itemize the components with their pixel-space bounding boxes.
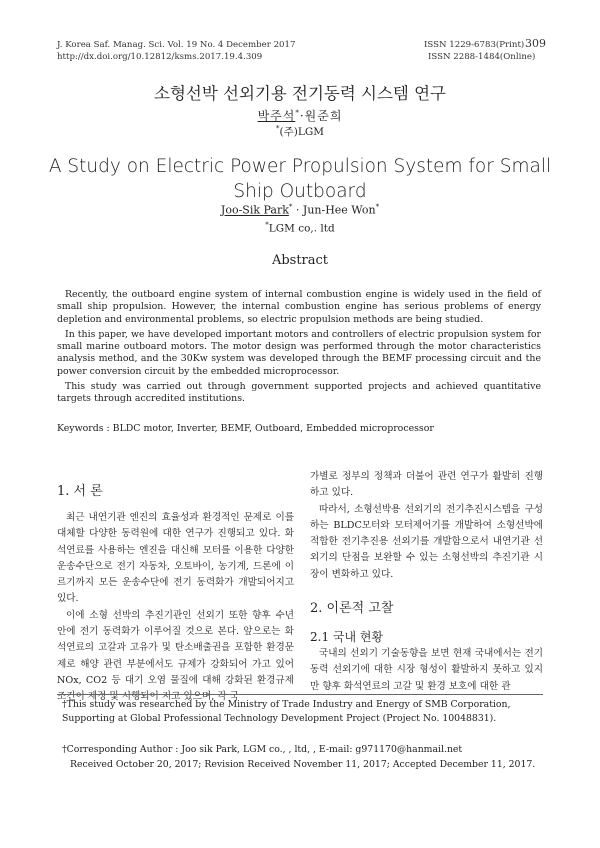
authors-korean [0,107,600,124]
affiliation-english-text: LGM co,. ltd [268,222,335,235]
affiliation-english [0,221,600,235]
section-heading-introduction: 1. 서 론 [57,484,103,499]
abstract-paragraph: In this paper, we have developed important motors and controllers of electric propulsion system for small marine outboard motors. The motor design was performed through the motor characteristics analysis method, and the 30Kw system was developed through the BEMF processing circuit and the power conversion circuit by the embedded microprocessor. [57,328,541,377]
author-separator: · [292,203,303,217]
author-mark: * [375,203,380,211]
body-paragraph: 국내의 선외기 기술동향을 보면 현재 국내에서는 전기 동력 선외기에 대한 시장 형성이 활발하지 못하고 있지만 향후 화석연료의 고갈 및 환경 보호에 대한 관 [310,648,543,692]
authors-english [0,203,600,217]
keywords: Keywords : BLDC motor, Inverter, BEMF, Outboard, Embedded microprocessor [57,423,434,434]
author-mark: * [288,203,293,211]
body-paragraph: 이에 소형 선박의 추진기관인 선외기 또한 향후 수년 안에 전기 동력화가 이루어질 것으로 본다. 앞으로는 화석연료의 고갈과 고유가 및 탄소배출권을 포함한 환경문제로 해양 관련 부분에서도 규제가 강화되어 가고 있어 NOx, CO2 등 대기 오염 물질에 대해 강화된 환경규제 조건이 제정 및 시행되어 지고 있으며, 각 국 [57,609,294,703]
abstract-heading: Abstract [271,253,329,268]
affiliation-korean-text: (주)LGM [279,126,324,138]
body-paragraph: 따라서, 소형선박용 선외기의 전기추진시스템을 구성하는 BLDC모터와 모터제어기를 개발하여 소형선박에 적합한 전기추진용 선외기를 개발함으로서 내연기관 선외기의 단점을 보완할 수 있는 소형선박의 추진기관 시장이 변화하고 있다. [310,503,543,580]
author-english-main: Joo-Sik Park [220,203,289,217]
subsection-text [310,646,543,695]
author-korean-main: 박주석 [257,109,296,123]
abstract-paragraph: Recently, the outboard engine system of internal combustion engine is widely used in the field of small ship propulsion. However, the internal combustion engine has serious problems of energy depletion and environmental problems, so electric propulsion methods are being studied. [57,289,541,325]
footnote-divider [57,694,543,695]
affiliation-mark: * [276,124,280,133]
page-number: 309 [525,37,546,50]
footnote-corresponding-author: †Corresponding Author : Joo sik Park, LGM co., , ltd, , E-mail: g971170@hanmail.net [62,744,463,755]
journal-citation: J. Korea Saf. Manag. Sci. Vol. 19 No. 4 December 2017 [57,40,296,50]
subsection-heading-domestic: 2.1 국내 현황 [310,630,384,644]
title-korean: 소형선박 선외기용 전기동력 시스템 연구 [154,84,446,103]
abstract-body [57,289,541,409]
issn-print: ISSN 1229-6783(Print) [424,40,525,50]
issn-online: ISSN 2288-1484(Online) [428,52,536,62]
section-heading-theory: 2. 이론적 고찰 [310,601,394,616]
left-column-text [57,510,294,706]
footnote-dates: Received October 20, 2017; Revision Received November 11, 2017; Accepted December 11, 2017. [70,759,536,770]
author-korean-rest: ·원준희 [299,109,343,123]
doi-link[interactable]: http://dx.doi.org/10.12812/ksms.2017.19.4.309 [57,52,263,62]
affiliation-mark: * [265,221,269,229]
author-mark: * [295,109,300,117]
title-english: A Study on Electric Power Propulsion System for Small Ship Outboard [48,156,552,202]
body-paragraph: 가별로 정부의 정책과 더불어 관련 연구가 활발히 진행하고 있다. [310,471,543,499]
footnote-funding: †This study was researched by the Ministry of Trade Industry and Energy of SMB Corporation, Supporting at Global Professional Technology Development Project (Project No. 10048831). [62,699,511,724]
body-paragraph: 최근 내연기관 엔진의 효율성과 환경적인 문제로 이를 대체할 다양한 동력원에 대한 연구가 진행되고 있다. 화석연료를 사용하는 엔진을 대신해 모터를 이용한 다양한 운송수단으로 전기 자동차, 오토바이, 농기계, 드론에 이르기까지 모든 운송수단에 전기 동력화가 개발되어지고 있다. [57,512,294,605]
right-column-text [310,469,543,583]
author-english-rest: Jun-Hee Won [302,203,376,217]
abstract-paragraph: This study was carried out through government supported projects and achieved quantitative targets through accredited institutions. [57,381,541,405]
affiliation-korean [0,124,600,139]
